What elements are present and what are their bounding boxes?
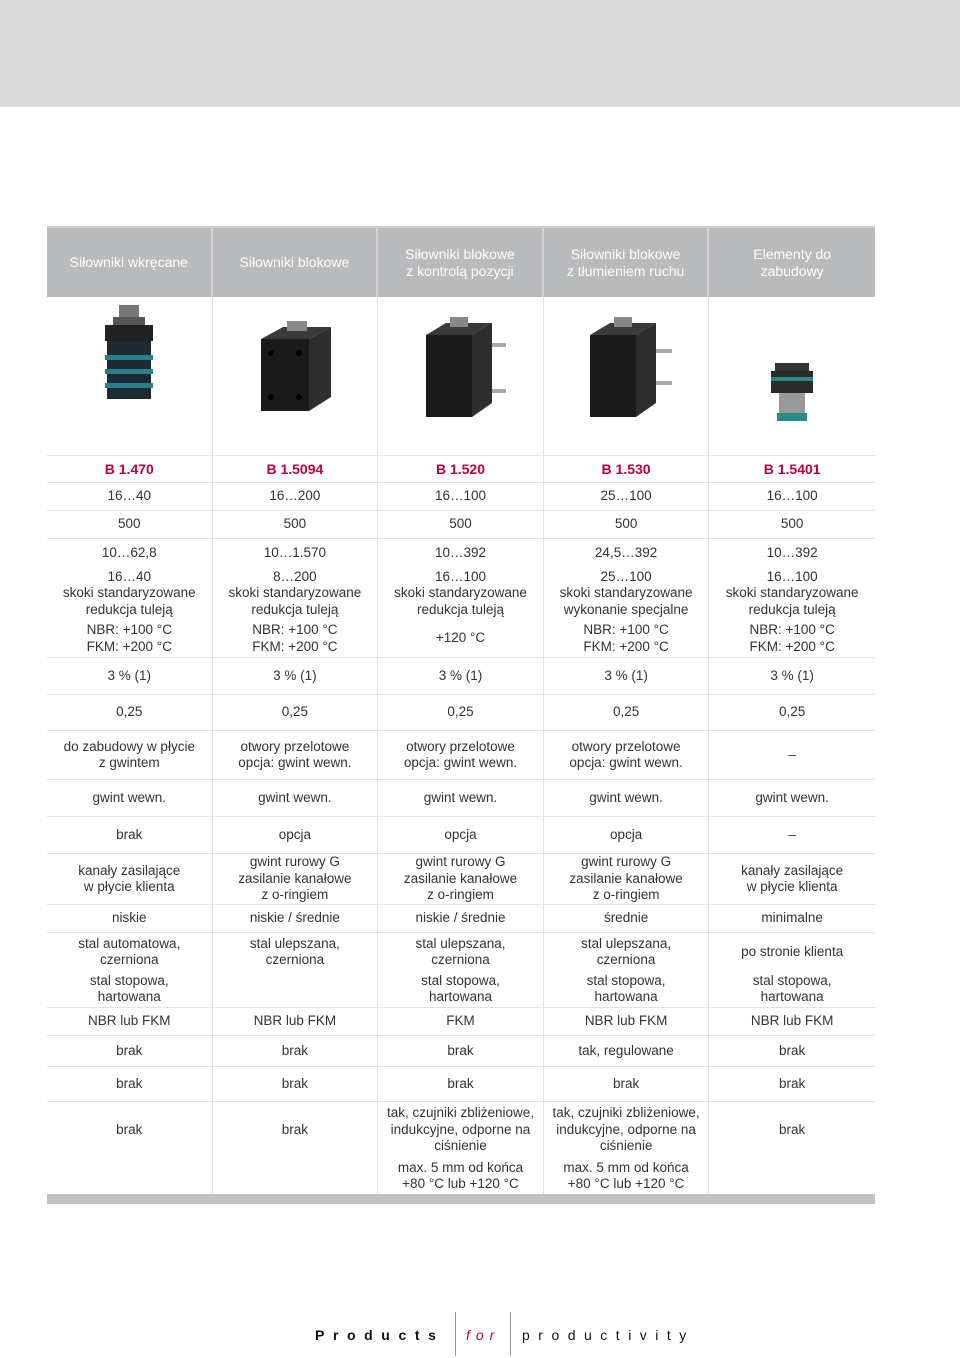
cell-line: gwint wewn.: [755, 789, 829, 805]
table-cell: [709, 971, 875, 1007]
cell-line: +80 °C lub +120 °C: [402, 1176, 519, 1191]
table-cell: [47, 658, 213, 694]
cell-line: brak: [281, 1042, 309, 1058]
comparison-table: [47, 226, 875, 1204]
table-cell: [213, 1102, 379, 1158]
cell-line: zasilanie kanałowe: [238, 870, 352, 886]
table-cell: [709, 817, 875, 853]
cell-line: indukcyjne, odporne na: [556, 1121, 696, 1137]
cell-line: 10…62,8: [101, 544, 157, 560]
cell-line: FKM: +200 °C: [583, 638, 669, 654]
product-image-cell: [544, 297, 710, 455]
table-row: [47, 1158, 875, 1194]
table-header: [47, 226, 875, 297]
cell-line: tak, regulowane: [578, 1042, 674, 1058]
table-cell: [378, 1067, 544, 1101]
cell-line: stal ulepszana,: [249, 935, 340, 951]
table-cell: [709, 1067, 875, 1101]
table-cell: [47, 780, 213, 816]
cell-line: 0,25: [281, 704, 309, 720]
table-row: [47, 510, 875, 538]
cell-line: FKM: +200 °C: [749, 638, 835, 654]
table-row: [47, 816, 875, 853]
cell-line: FKM: [446, 1013, 475, 1029]
cell-line: skoki standaryzowane: [725, 585, 859, 601]
table-cell: [544, 483, 710, 510]
cell-line: 3 % (1): [273, 667, 317, 683]
table-cell: [213, 620, 379, 657]
cell-line: zasilanie kanałowe: [403, 870, 518, 886]
table-cell: [47, 817, 213, 853]
cell-line: stal ulepszana,: [415, 935, 506, 951]
table-row: [47, 1101, 875, 1158]
cell-line: redukcja tuleją: [416, 601, 505, 617]
table-cell: [378, 1158, 544, 1194]
cell-line: NBR lub FKM: [88, 1013, 171, 1029]
cell-line: czerniona: [431, 952, 490, 967]
cell-line: opcja: [609, 826, 643, 842]
cell-line: brak: [447, 1042, 474, 1058]
table-cell: [213, 731, 379, 779]
cell-line: skoki standaryzowane: [559, 585, 693, 601]
cell-line: 0,25: [779, 704, 806, 720]
cell-line: niskie / średnie: [249, 910, 340, 926]
cell-line: z o-ringiem: [427, 887, 494, 903]
cell-line: 16…100: [766, 488, 818, 504]
cell-line: kanały zasilające: [78, 862, 181, 878]
cell-line: redukcja tuleją: [748, 601, 836, 617]
cell-line: max. 5 mm od końca: [563, 1159, 689, 1175]
cell-line: 3 % (1): [438, 667, 483, 683]
cell-line: 500: [780, 516, 804, 532]
table-cell: [213, 817, 379, 853]
cell-line: z o-ringiem: [261, 887, 329, 903]
cell-line: brak: [779, 1042, 806, 1058]
cell-line: opcja: gwint wewn.: [403, 755, 518, 770]
cell-line: Siłowniki blokowe: [570, 245, 681, 262]
cell-line: redukcja tuleją: [85, 601, 173, 617]
table-cell: [544, 1036, 710, 1066]
table-cell: [378, 1008, 544, 1035]
table-cell: [378, 539, 544, 567]
cell-line: skoki standaryzowane: [394, 585, 527, 601]
table-cell: [544, 620, 710, 657]
table-cell: [47, 511, 213, 538]
footer-productivity: productivity: [522, 1327, 695, 1343]
table-cell: [378, 817, 544, 853]
cell-line: 16…40: [107, 488, 152, 504]
table-cell: [378, 695, 544, 730]
cell-line: średnie: [603, 910, 649, 926]
cell-line: wykonanie specjalne: [563, 601, 689, 617]
table-row: [47, 730, 875, 779]
cell-line: opcja: gwint wewn.: [569, 755, 683, 770]
table-cell: [47, 854, 213, 904]
header-cell: [544, 228, 710, 297]
cell-line: NBR lub FKM: [750, 1013, 834, 1029]
table-cell: [213, 695, 379, 730]
top-gray-band: [0, 0, 960, 107]
cell-line: otwory przelotowe: [406, 738, 515, 754]
cell-line: opcja: [444, 826, 477, 842]
table-cell: [378, 483, 544, 510]
header-cell: [213, 228, 379, 297]
table-cell: [544, 658, 710, 694]
cell-line: z tłumieniem ruchu: [566, 262, 685, 279]
product-code: B 1.470: [47, 456, 213, 482]
cell-line: NBR lub FKM: [584, 1013, 668, 1029]
cell-line: 10…392: [434, 544, 486, 560]
product-code: B 1.530: [544, 456, 710, 482]
cell-line: 16…40: [107, 568, 152, 584]
table-cell: [709, 483, 875, 510]
cell-line: FKM: +200 °C: [86, 638, 172, 654]
footer-divider: [510, 1312, 511, 1356]
table-cell: [378, 971, 544, 1007]
cell-line: NBR: +100 °C: [86, 622, 172, 637]
table-cell: [709, 539, 875, 567]
cell-line: Siłowniki blokowe: [405, 245, 515, 262]
cell-line: Siłowniki blokowe: [239, 254, 350, 270]
cartridge-element-icon: [709, 297, 874, 455]
table-cell: [378, 905, 544, 932]
table-cell: [213, 1158, 379, 1194]
cell-line: stal stopowa,: [586, 972, 666, 988]
table-row: [47, 971, 875, 1007]
product-image-cell: [213, 297, 379, 455]
cell-line: hartowana: [97, 989, 161, 1004]
table-cell: [544, 854, 710, 904]
cell-line: brak: [281, 1075, 309, 1091]
table-cell: [544, 539, 710, 567]
cell-line: 0,25: [612, 704, 640, 720]
cell-line: z o-ringiem: [592, 887, 660, 903]
table-cell: [213, 905, 379, 932]
table-cell: [378, 1036, 544, 1066]
product-image-cell: [47, 297, 213, 455]
footer-for: for: [466, 1327, 501, 1343]
table-cell: [47, 1067, 213, 1101]
cell-line: brak: [612, 1075, 640, 1091]
cell-line: do zabudowy w płycie: [63, 738, 195, 754]
table-cell: [709, 511, 875, 538]
product-code: B 1.520: [378, 456, 544, 482]
cell-line: tak, czujniki zbliżeniowe,: [552, 1105, 700, 1121]
table-cell: [544, 1067, 710, 1101]
table-cell: [544, 1102, 710, 1158]
product-code: B 1.5094: [213, 456, 379, 482]
cell-line: zabudowy: [760, 262, 824, 279]
table-cell: [709, 567, 875, 620]
table-cell: [47, 539, 213, 567]
cell-line: 16…100: [766, 568, 818, 584]
table-cell: [544, 511, 710, 538]
cell-line: otwory przelotowe: [571, 738, 681, 754]
table-cell: [544, 905, 710, 932]
cell-line: NBR: +100 °C: [252, 622, 338, 637]
table-cell: [213, 483, 379, 510]
table-cell: [709, 905, 875, 932]
product-image-cell: [378, 297, 544, 455]
cell-line: 16…100: [434, 488, 486, 504]
table-cell: [544, 817, 710, 853]
cell-line: w płycie klienta: [83, 879, 175, 894]
table-cell: [47, 731, 213, 779]
table-cell: [47, 971, 213, 1007]
cell-line: skoki standaryzowane: [62, 585, 196, 601]
table-cell: [47, 483, 213, 510]
cell-line: minimalne: [761, 910, 823, 926]
table-cell: [213, 971, 379, 1007]
cell-line: 10…1.570: [263, 544, 327, 560]
cell-line: 500: [614, 516, 638, 532]
table-cell: [709, 780, 875, 816]
cell-line: brak: [779, 1121, 806, 1137]
cell-line: z kontrolą pozycji: [406, 262, 514, 279]
cell-line: opcja: gwint wewn.: [238, 755, 352, 770]
spec-rows: [47, 482, 875, 1194]
table-cell: [378, 620, 544, 657]
cell-line: gwint wewn.: [92, 789, 167, 805]
product-images-row: [47, 297, 875, 455]
table-cell: [544, 731, 710, 779]
cell-line: stal stopowa,: [421, 972, 500, 988]
table-cell: [47, 1036, 213, 1066]
cell-line: stal stopowa,: [752, 972, 832, 988]
cell-line: kanały zasilające: [741, 862, 844, 878]
table-cell: [378, 780, 544, 816]
cell-line: opcja: [278, 826, 312, 842]
cell-line: czerniona: [596, 952, 656, 967]
table-cell: [709, 1008, 875, 1035]
product-code: B 1.5401: [763, 460, 821, 477]
cell-line: czerniona: [100, 952, 159, 967]
cell-line: –: [788, 826, 796, 842]
cell-line: z gwintem: [98, 755, 160, 770]
table-cell: [709, 620, 875, 657]
table-cell: [47, 905, 213, 932]
cell-line: czerniona: [265, 952, 325, 967]
table-cell: [544, 933, 710, 971]
table-cell: [47, 1008, 213, 1035]
table-row: [47, 904, 875, 932]
cell-line: 8…200: [273, 568, 317, 584]
cell-line: 3 % (1): [604, 667, 648, 683]
cell-line: skoki standaryzowane: [228, 585, 362, 601]
cell-line: stal automatowa,: [78, 935, 181, 951]
cell-line: hartowana: [594, 989, 658, 1004]
table-cell: [709, 1158, 875, 1194]
cell-line: brak: [116, 1075, 143, 1091]
table-cell: [213, 854, 379, 904]
product-code-row: [47, 455, 875, 482]
table-cell: [378, 854, 544, 904]
table-row: [47, 657, 875, 694]
table-row: [47, 1035, 875, 1066]
table-cell: [544, 971, 710, 1007]
table-cell: [544, 1158, 710, 1194]
cell-line: +80 °C lub +120 °C: [567, 1176, 685, 1191]
table-cell: [47, 1158, 213, 1194]
table-row: [47, 932, 875, 971]
cell-line: 500: [283, 516, 307, 532]
cell-line: gwint rurowy G: [581, 854, 672, 870]
table-row: [47, 1007, 875, 1035]
cell-line: hartowana: [428, 989, 492, 1004]
cylinder-screw-in-icon: [47, 297, 212, 455]
table-cell: [709, 933, 875, 971]
cell-line: Siłowniki wkręcane: [69, 254, 188, 270]
cell-line: w płycie klienta: [746, 879, 838, 894]
cell-line: brak: [447, 1075, 474, 1091]
cell-line: brak: [116, 1121, 143, 1137]
table-cell: [709, 1102, 875, 1158]
table-cell: [378, 1102, 544, 1158]
table-cell: [213, 1036, 379, 1066]
table-row: [47, 538, 875, 567]
cell-line: max. 5 mm od końca: [397, 1159, 524, 1175]
cell-line: stal stopowa,: [89, 972, 169, 988]
cell-line: brak: [281, 1121, 309, 1137]
header-cell: [709, 228, 875, 297]
table-cell: [709, 854, 875, 904]
table-cell: [378, 511, 544, 538]
table-cell: [213, 567, 379, 620]
cell-line: 0,25: [447, 704, 474, 720]
cell-line: po stronie klienta: [741, 943, 844, 959]
cell-line: gwint wewn.: [258, 789, 332, 805]
table-cell: [709, 1036, 875, 1066]
table-cell: [47, 620, 213, 657]
table-cell: [544, 780, 710, 816]
cell-line: stal ulepszana,: [581, 935, 672, 951]
footer-divider: [455, 1312, 456, 1356]
header-cell: [378, 228, 544, 297]
cell-line: NBR: +100 °C: [583, 622, 669, 637]
cell-line: niskie / średnie: [415, 910, 506, 926]
cell-line: 3 % (1): [107, 667, 152, 683]
footer-products: Products: [315, 1327, 445, 1343]
table-row: [47, 853, 875, 904]
cell-line: gwint wewn.: [423, 789, 498, 805]
cell-line: hartowana: [760, 989, 824, 1004]
cell-line: otwory przelotowe: [240, 738, 350, 754]
cell-line: tak, czujniki zbliżeniowe,: [386, 1105, 535, 1121]
table-cell: [47, 567, 213, 620]
cell-line: gwint rurowy G: [249, 854, 340, 870]
table-row: [47, 620, 875, 657]
cell-line: brak: [779, 1075, 806, 1091]
footer: [0, 1310, 960, 1356]
cell-line: gwint rurowy G: [415, 854, 506, 870]
table-cell: [378, 567, 544, 620]
cell-line: 16…100: [434, 568, 486, 584]
cell-line: NBR lub FKM: [253, 1013, 337, 1029]
table-cell: [213, 780, 379, 816]
cell-line: brak: [116, 826, 143, 842]
table-cell: [47, 933, 213, 971]
cell-line: NBR: +100 °C: [749, 622, 835, 637]
table-bottom-bar: [47, 1194, 875, 1204]
table-cell: [378, 933, 544, 971]
cell-line: Elementy do: [753, 245, 832, 262]
table-cell: [213, 539, 379, 567]
table-cell: [213, 933, 379, 971]
cell-line: ciśnienie: [434, 1138, 487, 1154]
table-cell: [544, 695, 710, 730]
block-cylinder-position-icon: [378, 297, 543, 455]
table-cell: [544, 1008, 710, 1035]
table-row: [47, 567, 875, 620]
cell-line: brak: [116, 1042, 143, 1058]
table-cell: [213, 1067, 379, 1101]
block-cylinder-icon: [213, 297, 378, 455]
table-cell: [709, 658, 875, 694]
table-cell: [378, 658, 544, 694]
cell-line: 0,25: [116, 704, 143, 720]
cell-line: –: [788, 746, 796, 762]
table-cell: [47, 695, 213, 730]
cell-line: 3 % (1): [770, 667, 814, 683]
table-cell: [544, 567, 710, 620]
cell-line: ciśnienie: [599, 1138, 653, 1154]
cell-line: 24,5…392: [594, 544, 658, 560]
block-cylinder-damping-icon: [544, 297, 709, 455]
cell-line: 500: [118, 516, 141, 532]
cell-line: 16…200: [269, 488, 321, 504]
table-cell: [213, 1008, 379, 1035]
cell-line: redukcja tuleją: [251, 601, 339, 617]
cell-line: +120 °C: [435, 630, 486, 646]
cell-line: 25…100: [600, 568, 652, 584]
cell-line: 25…100: [600, 488, 652, 504]
cell-line: niskie: [112, 910, 147, 926]
table-cell: [213, 658, 379, 694]
table-cell: [709, 731, 875, 779]
table-row: [47, 482, 875, 510]
cell-line: zasilanie kanałowe: [569, 870, 683, 886]
table-cell: [213, 511, 379, 538]
table-cell: [47, 1102, 213, 1158]
cell-line: FKM: +200 °C: [252, 638, 338, 654]
header-cell: [47, 228, 213, 297]
table-cell: [709, 695, 875, 730]
product-image-cell: [709, 297, 875, 455]
table-row: [47, 779, 875, 816]
cell-line: 500: [449, 516, 472, 532]
cell-line: gwint wewn.: [589, 789, 663, 805]
table-row: [47, 694, 875, 730]
cell-line: 10…392: [766, 544, 818, 560]
table-row: [47, 1066, 875, 1101]
cell-line: indukcyjne, odporne na: [390, 1121, 531, 1137]
table-cell: [378, 731, 544, 779]
